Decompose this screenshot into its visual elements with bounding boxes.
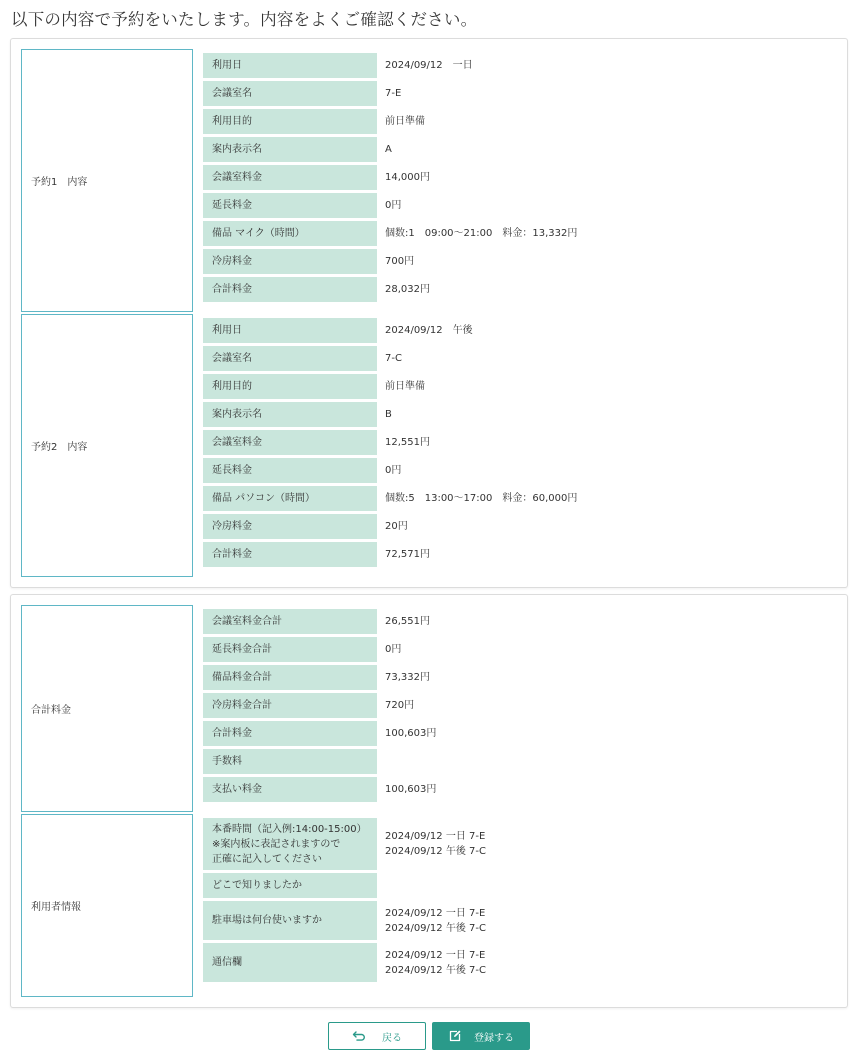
row-key-text: 延長料金合計 (212, 644, 272, 655)
row-value-text: 2024/09/12 午後 (385, 325, 473, 336)
reservation1-block (21, 49, 841, 312)
row-value-text: 0円 (385, 465, 402, 476)
totals-label: 合計料金 (21, 605, 193, 812)
row-value (385, 609, 835, 634)
row-key (203, 486, 377, 511)
table-row (203, 777, 843, 802)
table-row (203, 637, 843, 662)
row-value (385, 137, 835, 162)
row-value (385, 901, 835, 940)
row-key-text: 備品 マイク（時間） (212, 228, 305, 239)
row-key (203, 109, 377, 134)
row-key (203, 81, 377, 106)
row-value (385, 81, 835, 106)
row-value (385, 665, 835, 690)
user-info-block (21, 814, 841, 997)
submit-button-label: 登録する (474, 1032, 514, 1044)
row-key-text: 冷房料金 (212, 256, 252, 267)
row-value-text: 0円 (385, 200, 402, 211)
row-value (385, 637, 835, 662)
row-value-text: 0円 (385, 644, 402, 655)
row-value (385, 721, 835, 746)
row-value-text: 2024/09/12 一日 7-E 2024/09/12 午後 7-C (385, 831, 486, 857)
reservation2-label: 予約2 内容 (21, 314, 193, 577)
totals-block (21, 605, 841, 812)
row-key-text: 合計料金 (212, 284, 252, 295)
table-row (203, 318, 843, 343)
row-value-text: 720円 (385, 700, 415, 711)
row-value (385, 693, 835, 718)
row-value (385, 458, 835, 483)
table-row (203, 514, 843, 539)
row-value-text: 20円 (385, 521, 408, 532)
table-row (203, 818, 843, 870)
row-value-text: 7-C (385, 353, 402, 364)
row-value (385, 53, 835, 78)
table-row (203, 609, 843, 634)
row-key-text: 会議室料金合計 (212, 616, 282, 627)
row-value (385, 249, 835, 274)
table-row (203, 346, 843, 371)
row-key-text: 合計料金 (212, 549, 252, 560)
return-arrow-icon (352, 1029, 366, 1043)
row-value-text: 72,571円 (385, 549, 430, 560)
row-value-text: 100,603円 (385, 728, 437, 739)
row-value-text: A (385, 144, 392, 155)
row-value-text: 個数:5 13:00～17:00 料金：60,000円 (385, 493, 578, 504)
row-value (385, 346, 835, 371)
row-key (203, 665, 377, 690)
row-key (203, 818, 377, 870)
table-row (203, 53, 843, 78)
row-value-text: 700円 (385, 256, 415, 267)
row-key-text: 備品 パソコン（時間） (212, 493, 315, 504)
table-row (203, 943, 843, 982)
back-button[interactable] (328, 1022, 426, 1050)
row-key (203, 193, 377, 218)
row-key-text: 案内表示名 (212, 409, 262, 420)
row-value-text: 2024/09/12 一日 (385, 60, 473, 71)
row-key-text: 手数料 (212, 756, 242, 767)
row-value-text: 12,551円 (385, 437, 430, 448)
row-key-text: 延長料金 (212, 200, 252, 211)
row-value (385, 873, 835, 898)
row-value (385, 221, 835, 246)
row-value (385, 777, 835, 802)
row-key-text: 冷房料金 (212, 521, 252, 532)
row-key (203, 374, 377, 399)
reservation1-label: 予約1 内容 (21, 49, 193, 312)
table-row (203, 873, 843, 898)
table-row (203, 693, 843, 718)
row-key-text: 会議室料金 (212, 172, 262, 183)
row-key-text: 利用日 (212, 325, 242, 336)
row-key-text: 通信欄 (212, 957, 242, 968)
row-value-text: 7-E (385, 88, 402, 99)
row-key-text: 合計料金 (212, 728, 252, 739)
row-key (203, 430, 377, 455)
row-value (385, 374, 835, 399)
page-title: 以下の内容で予約をいたします。内容をよくご確認ください。 (11, 10, 478, 29)
edit-icon (448, 1029, 462, 1043)
row-key (203, 165, 377, 190)
row-key-text: 延長料金 (212, 465, 252, 476)
table-row (203, 221, 843, 246)
row-value (385, 749, 835, 774)
row-value (385, 818, 835, 870)
row-key (203, 53, 377, 78)
row-value (385, 514, 835, 539)
row-key (203, 277, 377, 302)
row-value (385, 430, 835, 455)
reservations-card (10, 38, 848, 588)
back-button-label: 戻る (382, 1032, 402, 1044)
row-value-text: 前日準備 (385, 381, 425, 392)
table-row (203, 749, 843, 774)
row-value-text: 前日準備 (385, 116, 425, 127)
table-row (203, 458, 843, 483)
row-value-text: 2024/09/12 一日 7-E 2024/09/12 午後 7-C (385, 907, 486, 934)
row-value-text: 28,032円 (385, 284, 430, 295)
table-row (203, 193, 843, 218)
table-row (203, 542, 843, 567)
row-value (385, 943, 835, 982)
summary-card (10, 594, 848, 1008)
row-key-text: 利用目的 (212, 116, 252, 127)
table-row (203, 665, 843, 690)
row-key (203, 221, 377, 246)
row-key-text: 会議室名 (212, 353, 252, 364)
row-key (203, 346, 377, 371)
row-key-text: 本番時間（記入例:14:00-15:00） ※案内板に表記されますので 正確に記入してください (212, 823, 367, 865)
row-value (385, 318, 835, 343)
row-key (203, 777, 377, 802)
row-key-text: 案内表示名 (212, 144, 262, 155)
table-row (203, 249, 843, 274)
table-row (203, 109, 843, 134)
row-key-text: 会議室料金 (212, 437, 262, 448)
row-value (385, 109, 835, 134)
row-key (203, 514, 377, 539)
row-value (385, 402, 835, 427)
row-key-text: 利用日 (212, 60, 242, 71)
table-row (203, 277, 843, 302)
row-key (203, 542, 377, 567)
row-value (385, 542, 835, 567)
submit-button[interactable] (432, 1022, 530, 1050)
row-key-text: 会議室名 (212, 88, 252, 99)
table-row (203, 165, 843, 190)
table-row (203, 137, 843, 162)
row-value (385, 486, 835, 511)
row-key-text: 駐車場は何台使いますか (212, 915, 322, 926)
row-key (203, 943, 377, 982)
row-key (203, 721, 377, 746)
table-row (203, 721, 843, 746)
row-key (203, 901, 377, 940)
table-row (203, 402, 843, 427)
row-key-text: 冷房料金合計 (212, 700, 272, 711)
reservation2-block (21, 314, 841, 577)
row-value-text: B (385, 409, 392, 420)
row-key (203, 873, 377, 898)
row-key-text: 備品料金合計 (212, 672, 272, 683)
row-key (203, 137, 377, 162)
row-value (385, 277, 835, 302)
row-key (203, 249, 377, 274)
row-value (385, 193, 835, 218)
row-value-text: 100,603円 (385, 784, 437, 795)
user-info-label: 利用者情報 (21, 814, 193, 997)
table-row (203, 81, 843, 106)
row-key (203, 749, 377, 774)
row-value-text: 個数:1 09:00～21:00 料金：13,332円 (385, 228, 578, 239)
row-key (203, 402, 377, 427)
row-key-text: どこで知りましたか (212, 880, 302, 891)
table-row (203, 486, 843, 511)
row-key (203, 458, 377, 483)
row-value-text: 73,332円 (385, 672, 430, 683)
row-value (385, 165, 835, 190)
table-row (203, 901, 843, 940)
row-key (203, 609, 377, 634)
row-value-text: 26,551円 (385, 616, 430, 627)
row-key-text: 利用目的 (212, 381, 252, 392)
row-key (203, 693, 377, 718)
row-key (203, 318, 377, 343)
table-row (203, 374, 843, 399)
table-row (203, 430, 843, 455)
row-key (203, 637, 377, 662)
row-value-text: 14,000円 (385, 172, 430, 183)
row-value-text: 2024/09/12 一日 7-E 2024/09/12 午後 7-C (385, 949, 486, 976)
row-key-text: 支払い料金 (212, 784, 262, 795)
